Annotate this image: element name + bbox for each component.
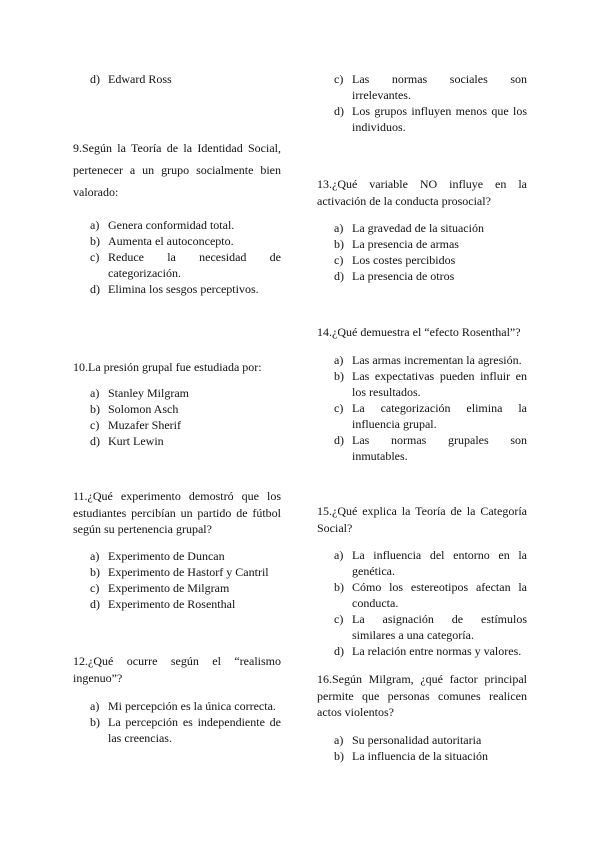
option-c: c) Experimento de Milgram (90, 580, 230, 595)
option-c: c) La asignación de estímulos similares a una categoría. (334, 612, 527, 642)
option-b: b) La percepción es independiente de las creencias. (90, 715, 281, 745)
option-d: d) Edward Ross (90, 72, 172, 86)
option-b: b) Aumenta el autoconcepto. (90, 234, 234, 248)
option-list (317, 732, 527, 764)
option-a: a) Las armas incrementan la agresión. (334, 352, 522, 367)
option-a: a) Su personalidad autoritaria (334, 732, 482, 747)
question-stem: 10.La presión grupal fue estudiada por: (73, 360, 262, 374)
option-list (317, 220, 527, 284)
option-list (73, 548, 281, 612)
option-d: d) Las normas grupales son inmutables. (334, 432, 527, 463)
question-9 (73, 137, 281, 297)
question-stem: 13.¿Qué variable NO influye en la activación de la conducta prosocial? (317, 177, 527, 208)
question-12-tail (317, 71, 527, 135)
option-a: a) La gravedad de la situación (334, 221, 484, 235)
option-c: c) Muzafer Sherif (90, 418, 181, 432)
question-stem: 12.¿Qué ocurre según el “realismo ingenuo”? (73, 654, 281, 685)
option-d: d) Los grupos influyen menos que los individuos. (334, 104, 527, 134)
option-list (73, 698, 281, 746)
question-stem: 9.Según la Teoría de la Identidad Social, pertenecer a un grupo socialmente bien valorado: (73, 141, 281, 199)
option-b: b) Cómo los estereotipos afectan la conducta. (334, 580, 527, 610)
option-b: b) La influencia de la situación (334, 748, 488, 763)
option-list (317, 71, 527, 135)
option-b: b) Solomon Asch (90, 402, 179, 416)
option-d: d) Kurt Lewin (90, 434, 164, 448)
option-b: b) Experimento de Hastorf y Cantril (90, 564, 269, 579)
question-stem: 11.¿Qué experimento demostró que los estudiantes percibían un partido de fútbol según su pertenencia grupal? (73, 489, 281, 536)
option-b: b) Las expectativas pueden influir en los resultados. (334, 368, 527, 399)
option-list (73, 71, 281, 87)
option-a: a) La influencia del entorno en la genética. (334, 548, 527, 578)
option-a: a) Genera conformidad total. (90, 218, 235, 232)
option-d: d) Elimina los sesgos perceptivos. (90, 282, 259, 296)
question-stem: 14.¿Qué demuestra el “efecto Rosenthal”? (317, 325, 521, 339)
option-c: c) Las normas sociales son irrelevantes. (334, 72, 527, 102)
question-11 (73, 488, 281, 612)
question-12 (73, 653, 281, 746)
question-10 (73, 356, 281, 449)
option-list (317, 352, 527, 464)
option-a: a) Mi percepción es la única correcta. (90, 699, 276, 713)
question-14 (317, 324, 527, 464)
option-a: a) Stanley Milgram (90, 386, 189, 400)
option-d: d) La relación entre normas y valores. (334, 644, 522, 658)
option-list (73, 385, 281, 449)
question-8-tail (73, 71, 281, 87)
question-16 (317, 671, 527, 764)
option-b: b) La presencia de armas (334, 237, 459, 251)
option-list (73, 217, 281, 297)
option-a: a) Experimento de Duncan (90, 548, 225, 563)
option-d: d) Experimento de Rosenthal (90, 596, 236, 611)
question-stem: 16.Según Milgram, ¿qué factor principal permite que personas comunes realicen actos violentos? (317, 672, 527, 719)
question-13 (317, 176, 527, 284)
option-c: c) La categorización elimina la influencia grupal. (334, 400, 527, 431)
question-15 (317, 503, 527, 659)
option-list (317, 547, 527, 659)
option-d: d) La presencia de otros (334, 269, 455, 283)
question-stem: 15.¿Qué explica la Teoría de la Categoría Social? (317, 504, 527, 535)
option-c: c) Los costes percibidos (334, 253, 456, 267)
option-c: c) Reduce la necesidad de categorización. (90, 250, 281, 280)
